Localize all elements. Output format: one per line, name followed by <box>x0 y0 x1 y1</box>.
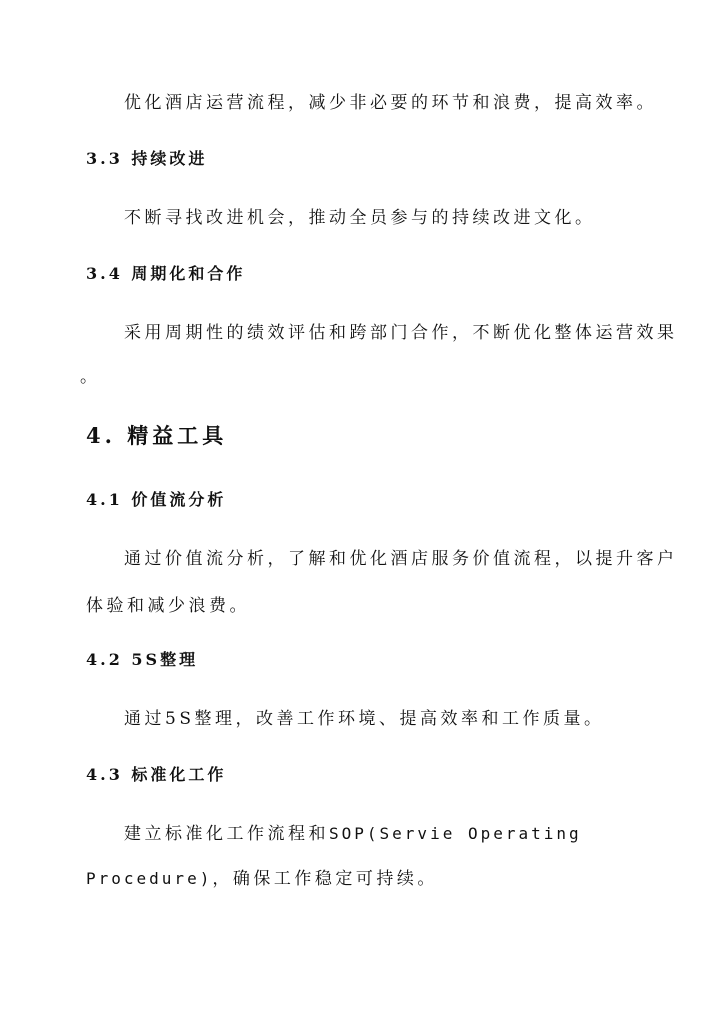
paragraph-5s: 通过5S整理，改善工作环境、提高效率和工作质量。 <box>124 709 605 729</box>
standard-work-text: 建立标准化工作流程和 <box>124 824 329 844</box>
sop-term: SOP(Servie Operating <box>329 824 582 843</box>
heading-4-1: 4.1 价值流分析 <box>86 490 227 509</box>
heading-4: 4. 精益工具 <box>86 423 228 448</box>
heading-3-3: 3.3 持续改进 <box>86 149 208 168</box>
paragraph-standard-work-line-2 <box>86 864 438 889</box>
paragraph-process-optimization: 优化酒店运营流程，减少非必要的环节和浪费，提高效率。 <box>124 93 657 113</box>
paragraph-periodic-cooperation-line-2: 。 <box>80 367 101 387</box>
standard-work-text-end: ，确保工作稳定可持续。 <box>212 869 438 889</box>
paragraph-standard-work-line-1 <box>124 819 582 844</box>
heading-4-3: 4.3 标准化工作 <box>86 765 227 784</box>
paragraph-continuous-improvement: 不断寻找改进机会，推动全员参与的持续改进文化。 <box>124 208 596 228</box>
paragraph-value-stream-line-2: 体验和减少浪费。 <box>86 596 250 616</box>
heading-4-2: 4.2 5S整理 <box>86 650 199 669</box>
heading-3-4: 3.4 周期化和合作 <box>86 264 246 283</box>
paragraph-periodic-cooperation-line-1: 采用周期性的绩效评估和跨部门合作，不断优化整体运营效果 <box>124 323 678 343</box>
procedure-term: Procedure) <box>86 869 213 888</box>
paragraph-value-stream-line-1: 通过价值流分析，了解和优化酒店服务价值流程，以提升客户 <box>124 549 678 569</box>
